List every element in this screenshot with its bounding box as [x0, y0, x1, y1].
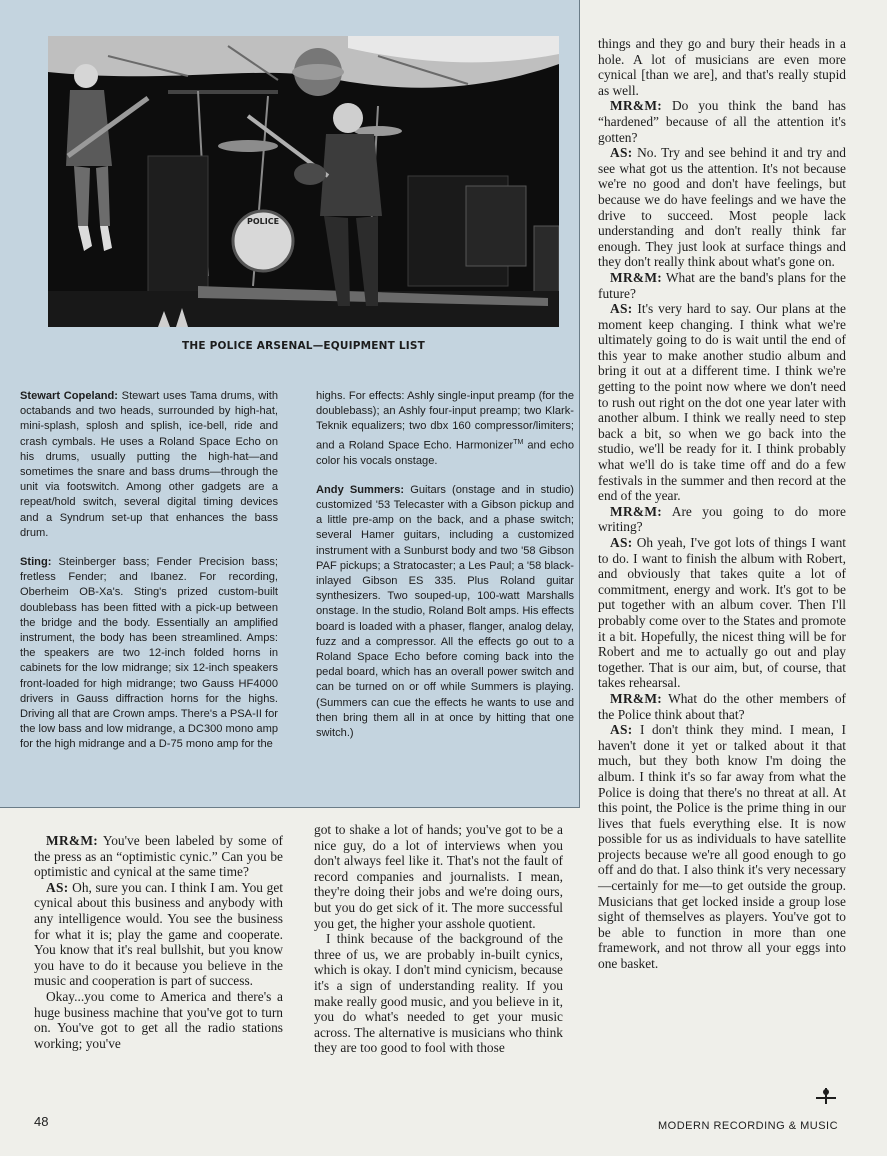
sting-entry-continued — [316, 389, 574, 469]
paragraph-text: I think because of the background of the three of us, we are probably in-built cynics, which is okay. I don't mind cynicism, because it's a sign of understanding reality. If you make really good music, and you believe in it, you do what's needed to get your music across. The alternative is musicians who think they are too good to fool with those — [314, 931, 563, 1056]
article-column-right — [598, 36, 846, 972]
bass-drum-label: POLICE — [246, 217, 280, 226]
answer-paragraph — [598, 301, 846, 504]
paragraph-text: Are you going to do more writing? — [598, 503, 846, 535]
paragraph-text: What are the band's plans for the future? — [598, 269, 846, 301]
paragraph-text: things and they go and bury their heads in a hole. A lot of musicians are even more cynical [than we are], and that's really stupid as well. — [598, 36, 846, 98]
answer-paragraph — [598, 722, 846, 972]
paragraph-text: Do you think the band has “hardened” because of all the attention it's gotten? — [598, 98, 846, 145]
andy-summers-text: Guitars (onstage and in studio) customized '53 Telecaster with a Gibson pickup and a little pre-amp on the back, and a phase switch; several Hamer guitars, including a customized instrument with a Sunburst body and two '58 Gibson PAF pickups; a Stratocaster; a Les Paul; a '58 black-inlayed Gibson ES 335. Plus Roland guitar synthesizers. Two souped-up, 100-watt Marshalls onstage. In the studio, Roland Bolt amps. His effects board is loaded with a phaser, flanger, analog delay, fuzz and a compressor. All the effects go out to a Roland Space Echo before coming back into the pedal board, which has an overall power switch and can be turned on or off while Summers is playing. (Summers can cue the effects he wants to use and then bring them all in at once by hitting that one switch.) — [316, 483, 574, 739]
stewart-copeland-name: Stewart Copeland: — [20, 390, 118, 402]
question-paragraph — [34, 833, 283, 880]
speaker-label: AS: — [610, 145, 633, 161]
speaker-label: MR&M: — [610, 690, 663, 706]
speaker-label: AS: — [46, 879, 69, 895]
question-paragraph — [598, 504, 846, 535]
question-paragraph — [598, 98, 846, 145]
answer-paragraph — [34, 880, 283, 989]
paragraph-text: Oh, sure you can. I think I am. You get cynical about this business and anybody with any intelligence would. You see the business for what it is; play the game and cooperate. You know that it's real bullshit, but you know you have to do it because you believe in the music and cooperation is part of success. — [34, 879, 283, 989]
andy-summers-entry — [316, 483, 574, 741]
speaker-label: AS: — [610, 722, 633, 738]
trademark-mark: TM — [513, 438, 524, 446]
paragraph — [598, 36, 846, 98]
paragraph — [314, 822, 563, 931]
sting-text-end: and echo color his vocals onstage. — [316, 439, 575, 467]
photo-caption: THE POLICE ARSENAL—EQUIPMENT LIST — [182, 340, 425, 352]
paragraph-text: No. Try and see behind it and try and see what got us the attention. It's not because we're no good and don't have feelings, but because we do have feelings and we have the drive to succeed. Most people lack understanding and don't really think far enough. They just look at surface things and they don't really think about what's gone on. — [598, 145, 846, 270]
stewart-copeland-entry — [20, 389, 278, 541]
paragraph-text: I don't think they mind. I mean, I haven't done it yet or talked about it that much, but they both know I'm doing the album. I think it's so far away from what the Police is doing that there's no threat at all. At this point, the Police is the prime thing in our lives that fuels everything else. It is now possible for us as individuals to have satellite projects because we're all good enough to go off and do that. I also think it's very necessary—certainly for me—to get outside the group. Musicians that get locked inside a group lose sight of themselves as players. You've got to be able to function in more than one framework, and not throw all your eggs into one basket. — [598, 722, 846, 972]
question-paragraph — [598, 691, 846, 722]
paragraph-text: What do the other members of the Police think about that? — [598, 690, 846, 722]
speaker-label: AS: — [610, 301, 633, 317]
paragraph-text: got to shake a lot of hands; you've got to be a nice guy, do a lot of interviews when you don't always feel like it. That's not the fault of record companies and journalists. I mean, they're doing their jobs and we're doing ours, but you do get sick of it. The more successful you get, the higher your asshole quotient. — [314, 822, 563, 931]
answer-paragraph — [598, 145, 846, 270]
equipment-sidebar — [0, 0, 580, 808]
paragraph-text: Okay...you come to America and there's a huge business machine that you've got to turn on. You've got to get all the radio stations working; you've — [34, 988, 283, 1051]
question-paragraph — [598, 270, 846, 301]
sting-text-continued: highs. For effects: Ashly single-input preamp (for the doublebass); an Ashly four-input preamp; two Klark-Teknik equalizers; two dbx 160 compressor/limiters; and a Roland Space Echo. Harmonizer — [316, 390, 574, 452]
sting-entry — [20, 555, 278, 753]
paragraph-text: You've been labeled by some of the press as an “optimistic cynic.” Can you be optimistic and cynical at the same time? — [34, 833, 283, 880]
end-of-article-icon — [814, 1086, 838, 1106]
answer-paragraph — [598, 535, 846, 691]
sidebar-column-right — [316, 389, 574, 755]
andy-summers-name: Andy Summers: — [316, 483, 405, 496]
page-number: 48 — [34, 1114, 49, 1129]
paragraph-text: Oh yeah, I've got lots of things I want to do. I want to finish the album with Robert, and obviously that takes quite a lot of commitment, energy and work. It's got to be put together with an album cover. Then I'll probably come over to the States and promote it a bit. Hopefully, the nicest thing will be for Robert and me to actually go out and play together. That is our aim, but, of course, that takes rehearsal. — [598, 535, 846, 691]
speaker-label: MR&M: — [610, 269, 663, 285]
article-column-left — [34, 833, 283, 1051]
speaker-label: MR&M: — [610, 98, 663, 114]
speaker-label: MR&M: — [46, 833, 99, 848]
concert-photo-drawing — [48, 36, 559, 327]
sting-name: Sting: — [20, 556, 52, 569]
paragraph — [314, 931, 563, 1056]
paragraph-text: It's very hard to say. Our plans at the moment keep changing. I think what we're ultimately going to do is wait until the end of this year to make another studio album and bring it out at a different time. I think we're getting to the point now where we don't need to rush out right on the dot one year later with another album. I think we really need to step back a bit, so when we go back into the studio, we'll be ready for it. I think probably what we'll do is take time off and do a few festivals in the summer and then record at the end of the year. — [598, 301, 846, 504]
paragraph — [34, 989, 283, 1051]
article-column-middle — [314, 822, 563, 1056]
sidebar-column-left — [20, 389, 278, 767]
stewart-copeland-text: Stewart uses Tama drums, with octabands and two heads, surrounded by high-hat, mini-splash, splosh and splish, ice-bell, ride and crash cymbals. He uses a Roland Space Echo on his drums, usually putting the high-hat—and sometimes the snare and bass drums—through the unit via footswitch. Among other gadgets are a repeat/hold switch, several digital timing devices and a Syndrum set-up that enhances the bass drum. — [20, 390, 279, 539]
magazine-name: MODERN RECORDING & MUSIC — [658, 1120, 839, 1132]
concert-photo — [48, 36, 559, 327]
speaker-label: MR&M: — [610, 503, 663, 519]
speaker-label: AS: — [610, 535, 633, 550]
sting-text: Steinberger bass; Fender Precision bass; fretless Fender; and Ibanez. For recording, Oberheim OB-Xa's. Sting's prized custom-built doublebass has been fitted with a pick-up between the bridge and the body. Essentially an amplified instrument, the body has been streamlined. Amps: the speakers are two 12-inch folded horns in cabinets for the low midrange; six 12-inch speakers front-loaded for high midrange; two Gauss HF4000 drivers in Gauss diffraction horns for the highs. Driving all that are Crown amps. There's a PSA-II for the low bass and low midrange, a DC300 mono amp for the high midrange and a D-75 mono amp for the — [20, 556, 278, 751]
